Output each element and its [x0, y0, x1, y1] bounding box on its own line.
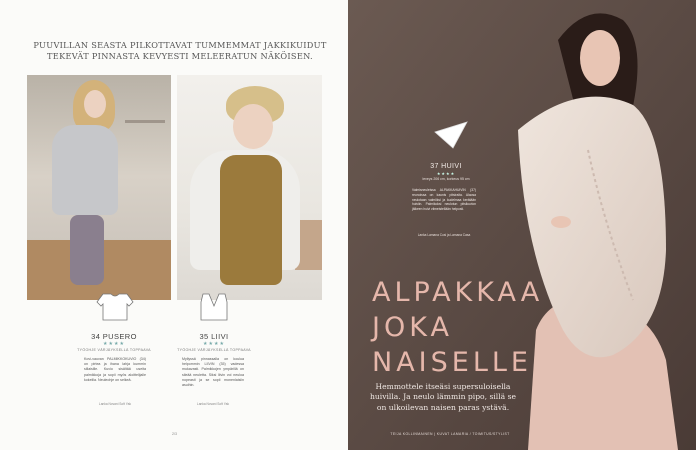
item-34-stars: ★★★★ [103, 341, 125, 347]
item-37-body: Valmisneuleissa ALPAKKAHUIVIN (37) reunoissa on kaunis pitsiraita. Alaosa neulotaan valmiiksi ja kudelmaa kerätään huiviin. Palmikoksi neulotun pitsikuvion jälkeen huivi viimeistellään helposti. [412, 188, 476, 212]
photo-boy-face [233, 104, 273, 149]
feature-title-line-2: JOKA [372, 312, 453, 343]
item-34-credit: Lanka Novani Soft Yak [98, 402, 132, 406]
vest-schematic-icon [197, 292, 231, 322]
page-number: 2/3 [172, 432, 177, 436]
feature-subtitle: Hemmottele itseäsi supersuloisella huivilla. Ja neulo lämmin pipo, sillä se on ulkoilevan naisen paras ystävä. [370, 382, 516, 412]
shawl-schematic-icon [433, 120, 469, 150]
feature-title-line-3: NAISELLE [372, 347, 532, 378]
item-35-credit: Lanka Novani Soft Yak [196, 402, 230, 406]
feature-title-line-1: ALPAKKAA [372, 277, 544, 308]
item-37-title: 37 HUIVI [430, 163, 462, 170]
photo-woman-face [84, 90, 106, 118]
feature-byline: TEIJA KOLLINMAINEN | KUVAT LAMARIA / TOIMITUS/STYLIST [390, 432, 510, 436]
photo-grey-sweater [52, 125, 118, 215]
item-35-stars: ★★★★ [203, 341, 225, 347]
item-37-size: leveys 206 cm, korkeus 95 cm [422, 177, 470, 181]
item-35-subtitle: TYÖOHJE VÄRJÄYKSELLÄ TOPPAAVA [177, 348, 251, 352]
page-headline: PUUVILLAN SEASTA PILKOTTAVAT TUMMEMMAT JAKKIKUIDUT TEKEVÄT PINNASTA KEVYESTI MELEERATUN NÄKÖISEN. [33, 40, 327, 62]
item-37-credit: Lanka Lamana Cusi ja Lamana Casa [417, 233, 471, 237]
item-35-body: Myllyssä pinnassalla on koulua helpommin LIIVIN (35) vadessa mukavasti. Palmikkojen ympärillä on sileää neuletta. Siksi liivin voi neuloa nopeasti ja se sopii monenlaisiin asuihin. [182, 357, 244, 388]
sweater-schematic-icon [95, 292, 135, 322]
item-37-stars: ★★★★ [436, 171, 456, 176]
item-34-title: 34 PUSERO [91, 332, 137, 341]
item-34-subtitle: TYÖOHJE VÄRJÄYKSELLÄ TOPPAAVA [77, 348, 151, 352]
photo-tights [70, 215, 104, 285]
photo-olive-vest [220, 155, 282, 285]
photo-shelf [125, 120, 165, 123]
item-34-body: Kovi-vauvan PALMIKKOKUVIO (34) on pirtea ja ihana lahja kummin sillaisille. Kuvio sisältää useita palmikkoja ja sopii myös aloittelijalle kokeilla. Neuleohje on selkeä. [84, 357, 146, 382]
item-35-title: 35 LIIVI [199, 332, 229, 341]
